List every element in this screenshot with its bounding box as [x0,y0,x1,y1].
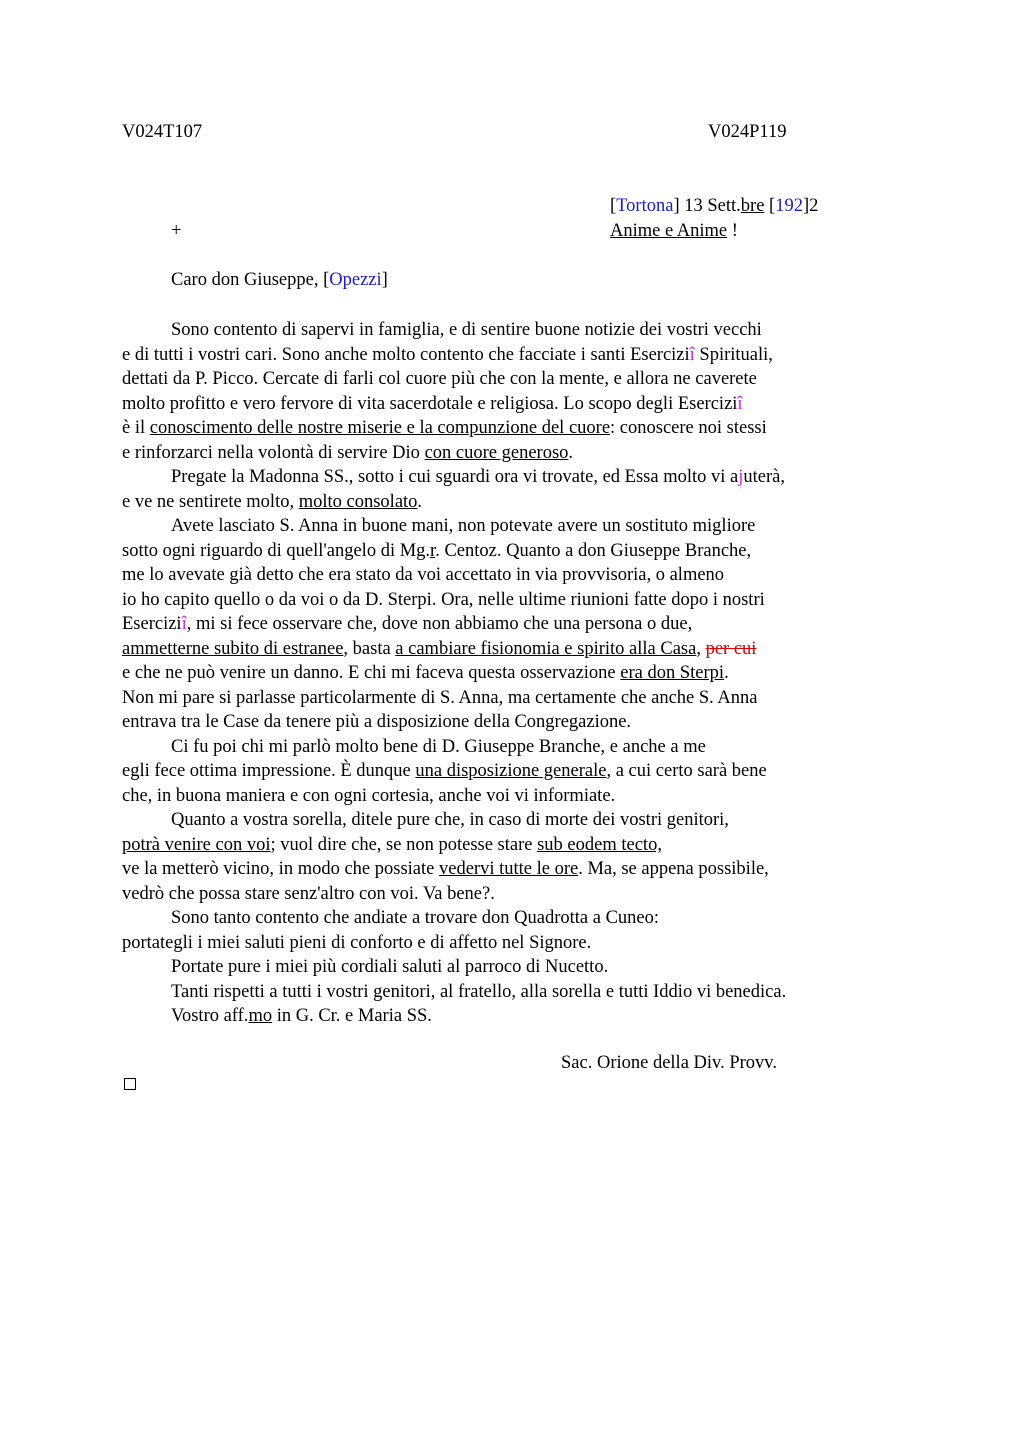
body-line: Non mi pare si parlasse particolarmente di S. Anna, ma certamente che anche S. Anna [122,688,758,708]
year-editorial: 192 [775,196,803,216]
body-line: Sono contento di sapervi in famiglia, e di sentire buone notizie dei vostri vecchi [171,320,762,340]
body-line: e rinforzarci nella volontà di servire Dio con cuore generoso. [122,443,574,463]
recipient-surname: Opezzi [329,270,382,290]
body-line: ammetterne subito di estranee, basta a cambiare fisionomia e spirito alla Casa, per cui [122,639,757,659]
body-line: me lo avevate già detto che era stato da voi accettato in via provvisoria, o almeno [122,565,725,585]
body-line: Sono tanto contento che andiate a trovare don Quadrotta a Cuneo: [171,908,660,928]
body-line: Quanto a vostra sorella, ditele pure che, in caso di morte dei vostri genitori, [171,810,729,830]
salutation: Caro don Giuseppe, [Opezzi] [171,270,388,290]
body-line: e che ne può venire un danno. E chi mi faceva questa osservazione era don Sterpi. [122,663,729,683]
dateline: [Tortona] 13 Sett.bre [192]2 [610,196,819,216]
motto: Anime e Anime ! [610,221,738,241]
body-line: potrà venire con voi; vuol dire che, se non potesse stare sub eodem tecto, [122,835,662,855]
body-line: è il conoscimento delle nostre miserie e la compunzione del cuore: conoscere noi stessi [122,418,767,438]
body-line: vedrò che possa stare senz'altro con voi. Va bene?. [122,884,495,904]
place-name: Tortona [616,196,674,216]
body-line: egli fece ottima impressione. È dunque una disposizione generale, a cui certo sarà bene [122,761,767,781]
body-line: Avete lasciato S. Anna in buone mani, non potevate avere un sostituto migliore [171,516,756,536]
body-line: entrava tra le Case da tenere più a disposizione della Congregazione. [122,712,632,732]
body-line: Tanti rispetti a tutti i vostri genitori, al fratello, alla sorella e tutti Iddio vi benedica. [171,982,787,1002]
body-line: Pregate la Madonna SS., sotto i cui sguardi ora vi trovate, ed Essa molto vi ajuterà, [171,467,785,487]
body-line: Eserciziî, mi si fece osservare che, dove non abbiamo che una persona o due, [122,614,693,634]
document-code-right: V024P119 [708,122,787,142]
body-line: e di tutti i vostri cari. Sono anche molto contento che facciate i santi Eserciziî Spirituali, [122,345,773,365]
body-line: molto profitto e vero fervore di vita sacerdotale e religiosa. Lo scopo degli Eserciziî [122,394,743,414]
body-line: sotto ogni riguardo di quell'angelo di Mg.r. Centoz. Quanto a don Giuseppe Branche, [122,541,752,561]
body-line: Ci fu poi chi mi parlò molto bene di D. Giuseppe Branche, e anche a me [171,737,706,757]
body-line: e ve ne sentirete molto, molto consolato. [122,492,423,512]
body-line: io ho capito quello o da voi o da D. Sterpi. Ora, nelle ultime riunioni fatte dopo i nostri [122,590,765,610]
body-line: che, in buona maniera e con ogni cortesia, anche voi vi informiate. [122,786,616,806]
signature: Sac. Orione della Div. Provv. [561,1053,777,1073]
body-line: dettati da P. Picco. Cercate di farli col cuore più che con la mente, e allora ne caverete [122,369,757,389]
body-line: ve la metterò vicino, in modo che possiate vedervi tutte le ore. Ma, se appena possibile, [122,859,769,879]
closing-line: Vostro aff.mo in G. Cr. e Maria SS. [171,1006,432,1026]
end-square-icon [124,1078,136,1090]
body-line: Portate pure i miei più cordiali saluti al parroco di Nucetto. [171,957,609,977]
document-code-left: V024T107 [122,122,203,142]
deleted-text: per cui [705,639,757,659]
body-line: portategli i miei saluti pieni di conforto e di affetto nel Signore. [122,933,592,953]
cross-symbol: + [171,221,182,241]
